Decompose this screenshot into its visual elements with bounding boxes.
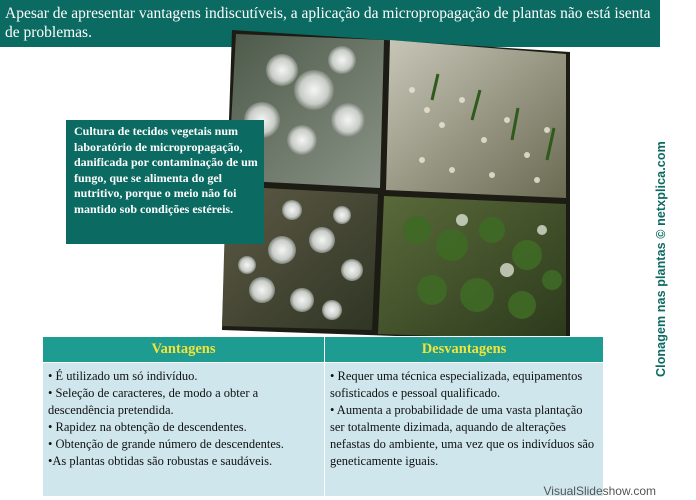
- table-header-row: [43, 337, 604, 363]
- side-credit-text: Clonagem nas plantas © netxplica.com: [654, 141, 668, 377]
- contaminated-culture-photo: [222, 30, 570, 342]
- vantagens-cell: [43, 363, 325, 497]
- header-vantagens: Vantagens: [43, 337, 325, 363]
- side-credit: [606, 141, 696, 385]
- list-item: • Seleção de caracteres, de modo a obter a descendência pretendida.: [48, 386, 259, 417]
- list-item: •As plantas obtidas são robustas e saudáveis.: [48, 454, 273, 468]
- desvantagens-cell: [325, 363, 604, 497]
- list-item: • É utilizado um só indivíduo.: [48, 369, 198, 383]
- header-desvantagens: Desvantagens: [325, 337, 604, 363]
- slide-title-text: Apesar de apresentar vantagens indiscutíveis, a aplicação da micropropagação de plantas não está isenta de problemas.: [5, 5, 651, 41]
- list-item: • Requer uma técnica especializada, equipamentos sofisticados e pessoal qualificado.: [330, 369, 583, 400]
- table-row: [43, 363, 604, 497]
- advantages-disadvantages-table: [42, 336, 604, 497]
- photo-caption-box: [66, 120, 264, 244]
- list-item: • Rapidez na obtenção de descendentes.: [48, 420, 247, 434]
- list-item: • Obtenção de grande número de descendentes.: [48, 437, 284, 451]
- watermark: VisualSlideshow.com: [543, 484, 656, 498]
- list-item: • Aumenta a probabilidade de uma vasta plantação ser totalmente dizimada, aquando de alterações nefastas do ambiente, uma vez que os indivíduos são geneticamente iguais.: [330, 403, 595, 468]
- photo-caption-text: Cultura de tecidos vegetais num laboratório de micropropagação, danificada por contaminação de um fungo, que se alimenta do gel nutritivo, porque o meio não foi mantido sob condições estéreis.: [74, 124, 258, 216]
